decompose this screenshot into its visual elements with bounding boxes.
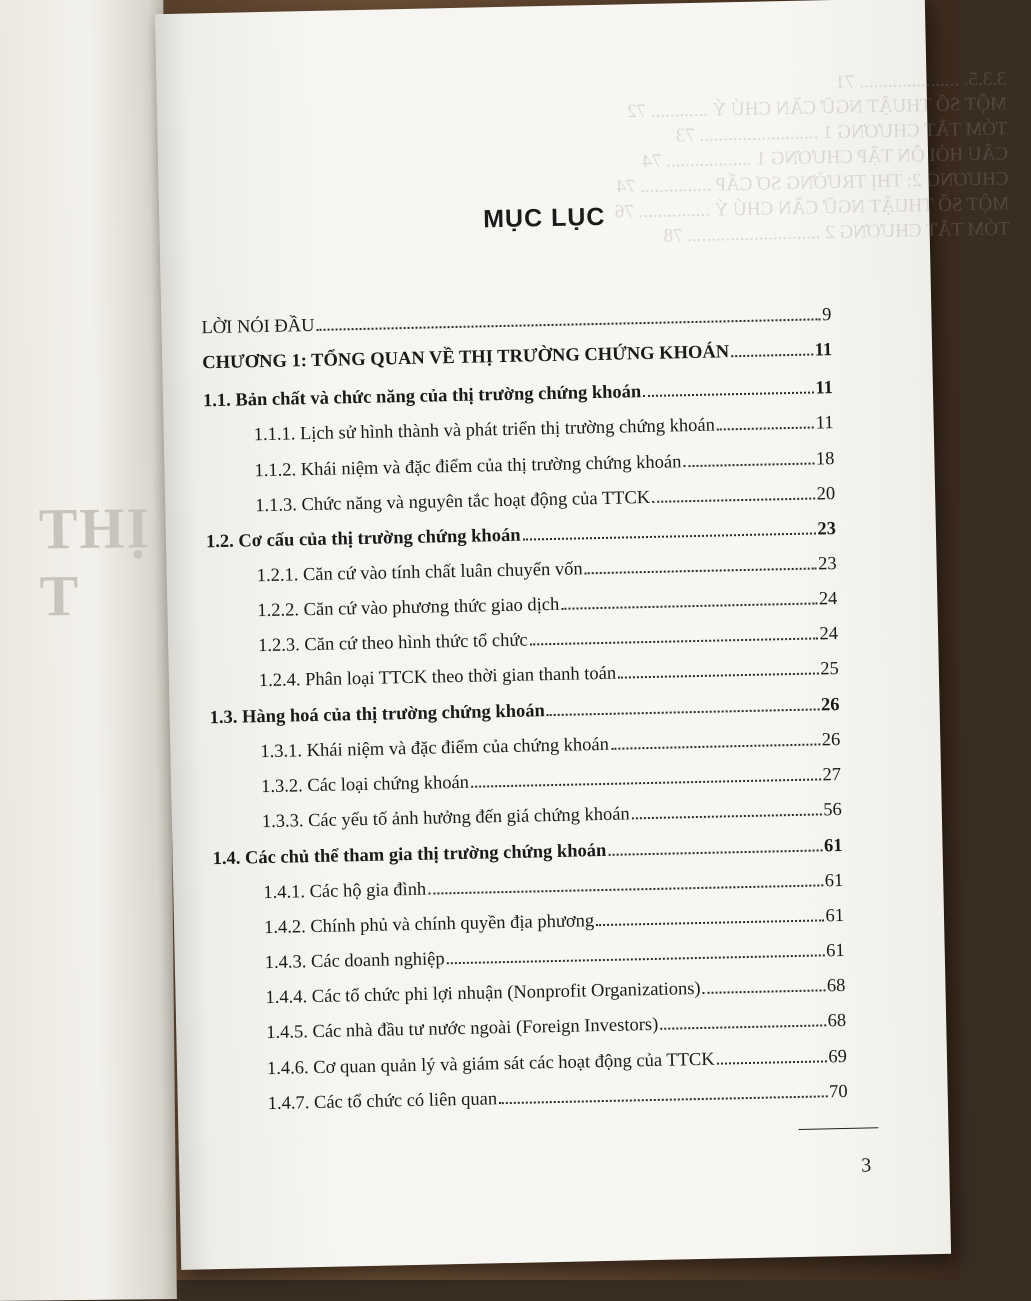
toc-entry-page: 9	[821, 305, 832, 326]
toc-entry	[254, 413, 834, 446]
toc-entry	[266, 1011, 846, 1044]
dot-leader	[631, 800, 821, 819]
dot-leader	[547, 696, 820, 717]
toc-entry-label: LỜI NÓI ĐẦU	[201, 315, 315, 339]
toc-entry-label: 1.4.4. Các tổ chức phi lợi nhuận (Nonprofit Organizations)	[265, 978, 701, 1009]
dot-leader	[660, 1011, 826, 1029]
dot-leader	[611, 731, 820, 750]
toc-entry	[209, 695, 839, 729]
toc-entry-label: 1.3.2. Các loại chứng khoán	[260, 772, 470, 798]
toc-entry-page: 68	[826, 975, 846, 997]
toc-entry-label: 1.2.3. Căn cứ theo hình thức tổ chức	[257, 630, 528, 657]
toc-entry	[201, 305, 831, 339]
toc-entry-label: 1.4.2. Chính phủ và chính quyền địa phương	[263, 911, 595, 939]
dot-leader	[643, 379, 813, 397]
toc-entry	[259, 659, 839, 692]
show-through-text: 3.3.5. ..................... 71 MỘT SỐ THUẬT NGỮ CẦN CHÚ Ý ............ 72 TÓM TẮT CHƯƠNG 1 ......................... 73 CÂU HỎI ÔN TẬP CHƯƠNG 1 .................. 74 CHƯƠNG 2: THỊ TRƯỜNG SƠ CẤP ............... 74 MỘT SỐ THUẬT NGỮ CẦN CHÚ Ý ............... 76 TÓM TẮT CHƯƠNG 2 ............................ 78	[614, 68, 1010, 247]
toc-entry-page: 26	[820, 695, 840, 716]
toc-entry-page: 11	[815, 378, 834, 399]
toc-entry-label: 1.1.2. Khái niệm và đặc điểm của thị trường chứng khoán	[254, 452, 682, 482]
left-page-fragment: THỊ T	[38, 495, 152, 629]
dot-leader	[561, 590, 817, 610]
dot-leader	[702, 976, 825, 993]
toc-entry-label: 1.3.1. Khái niệm và đặc điểm của chứng khoán	[260, 734, 610, 763]
toc-entry-page: 61	[825, 905, 845, 927]
toc-entry	[212, 836, 842, 870]
dot-leader	[717, 414, 814, 431]
toc-entry-page: 69	[828, 1046, 848, 1068]
toc-entry-label: 1.4.3. Các doanh nghiệp	[264, 949, 445, 974]
dot-leader	[499, 1082, 827, 1104]
book-page	[155, 0, 1010, 1270]
toc-entry-page: 70	[828, 1081, 848, 1103]
dot-leader	[428, 871, 823, 894]
left-page	[0, 0, 177, 1301]
dot-leader	[446, 941, 824, 964]
toc-entry	[257, 589, 837, 622]
toc-entry	[264, 906, 844, 939]
dot-leader	[596, 906, 824, 926]
toc-entry	[254, 449, 834, 482]
toc-entry-page: 61	[825, 940, 845, 962]
toc-entry	[260, 730, 840, 763]
toc-entry-label: 1.2.4. Phân loại TTCK theo thời gian thanh toán	[258, 663, 617, 692]
toc-entry-label: 1.3.3. Các yếu tố ảnh hưởng đến giá chứng khoán	[261, 804, 630, 833]
toc-entry-label: 1.1. Bản chất và chức năng của thị trường chứng khoán	[202, 382, 642, 412]
toc-entry	[263, 871, 843, 904]
dot-leader	[529, 625, 817, 646]
toc-entry	[257, 554, 837, 587]
toc-entry-label: 1.1.1. Lịch sử hình thành và phát triển thị trường chứng khoán	[253, 415, 716, 446]
toc-entry	[262, 800, 842, 833]
toc-entry-page: 11	[814, 340, 833, 361]
toc-entry	[265, 976, 845, 1009]
table-of-contents	[155, 0, 951, 1270]
toc-entry-label: 1.3. Hàng hoá của thị trường chứng khoán	[209, 701, 546, 729]
toc-entry	[265, 941, 845, 974]
dot-leader	[652, 485, 815, 503]
toc-entry-page: 24	[818, 589, 838, 610]
toc-entry-label: 1.2. Cơ cấu của thị trường chứng khoán	[205, 525, 521, 553]
toc-entry	[258, 624, 838, 657]
toc-entry-page: 27	[822, 765, 842, 786]
toc-entry-label: 1.2.1. Căn cứ vào tính chất luân chuyển vốn	[256, 559, 583, 587]
toc-entry	[202, 340, 832, 374]
toc-entry	[255, 484, 835, 517]
dot-leader	[716, 1047, 826, 1064]
toc-entry	[261, 765, 841, 798]
toc-entry-label: 1.2.2. Căn cứ vào phương thức giao dịch	[257, 594, 560, 622]
toc-entry-label: 1.4.7. Các tổ chức có liên quan	[267, 1089, 498, 1115]
page-number: 3	[860, 1154, 872, 1177]
toc-entry	[206, 519, 836, 553]
toc-entry-page: 61	[824, 870, 844, 892]
toc-entry-page: 20	[816, 484, 836, 505]
toc-entry-page: 56	[823, 799, 842, 821]
toc-entry-label: 1.4. Các chủ thể tham gia thị trường chứng khoán	[212, 840, 607, 870]
toc-entry-page: 23	[817, 554, 837, 575]
dot-leader	[522, 520, 815, 541]
toc-entry-page: 61	[823, 835, 843, 857]
dot-leader	[608, 836, 822, 855]
toc-entry-page: 25	[820, 659, 840, 680]
toc-entry	[268, 1082, 848, 1115]
toc-entry-page: 18	[815, 449, 835, 470]
toc-entry-page: 11	[815, 413, 834, 434]
dot-leader	[618, 660, 818, 679]
toc-entry-page: 26	[821, 730, 841, 751]
toc-entry-label: CHƯƠNG 1: TỔNG QUAN VỀ THỊ TRƯỜNG CHỨNG KHOÁN	[202, 342, 730, 374]
toc-entry-page: 24	[819, 624, 839, 645]
toc-entry-page: 68	[827, 1010, 847, 1032]
dot-leader	[584, 555, 816, 575]
toc-entry	[267, 1047, 847, 1080]
dot-leader	[731, 341, 813, 358]
toc-entry-page: 23	[817, 519, 837, 540]
dot-leader	[316, 305, 820, 330]
dot-leader	[683, 450, 814, 468]
dot-leader	[471, 765, 821, 787]
toc-entry-label: 1.1.3. Chức năng và nguyên tắc hoạt động của TTCK	[255, 487, 651, 517]
toc-entry-label: 1.4.6. Cơ quan quản lý và giám sát các hoạt động của TTCK	[266, 1049, 715, 1080]
toc-entry	[203, 378, 833, 412]
page-title: MỤC LỤC	[482, 202, 606, 234]
toc-entry-label: 1.4.1. Các hộ gia đình	[263, 879, 427, 904]
toc-entry-label: 1.4.5. Các nhà đầu tư nước ngoài (Foreign Investors)	[266, 1014, 659, 1044]
